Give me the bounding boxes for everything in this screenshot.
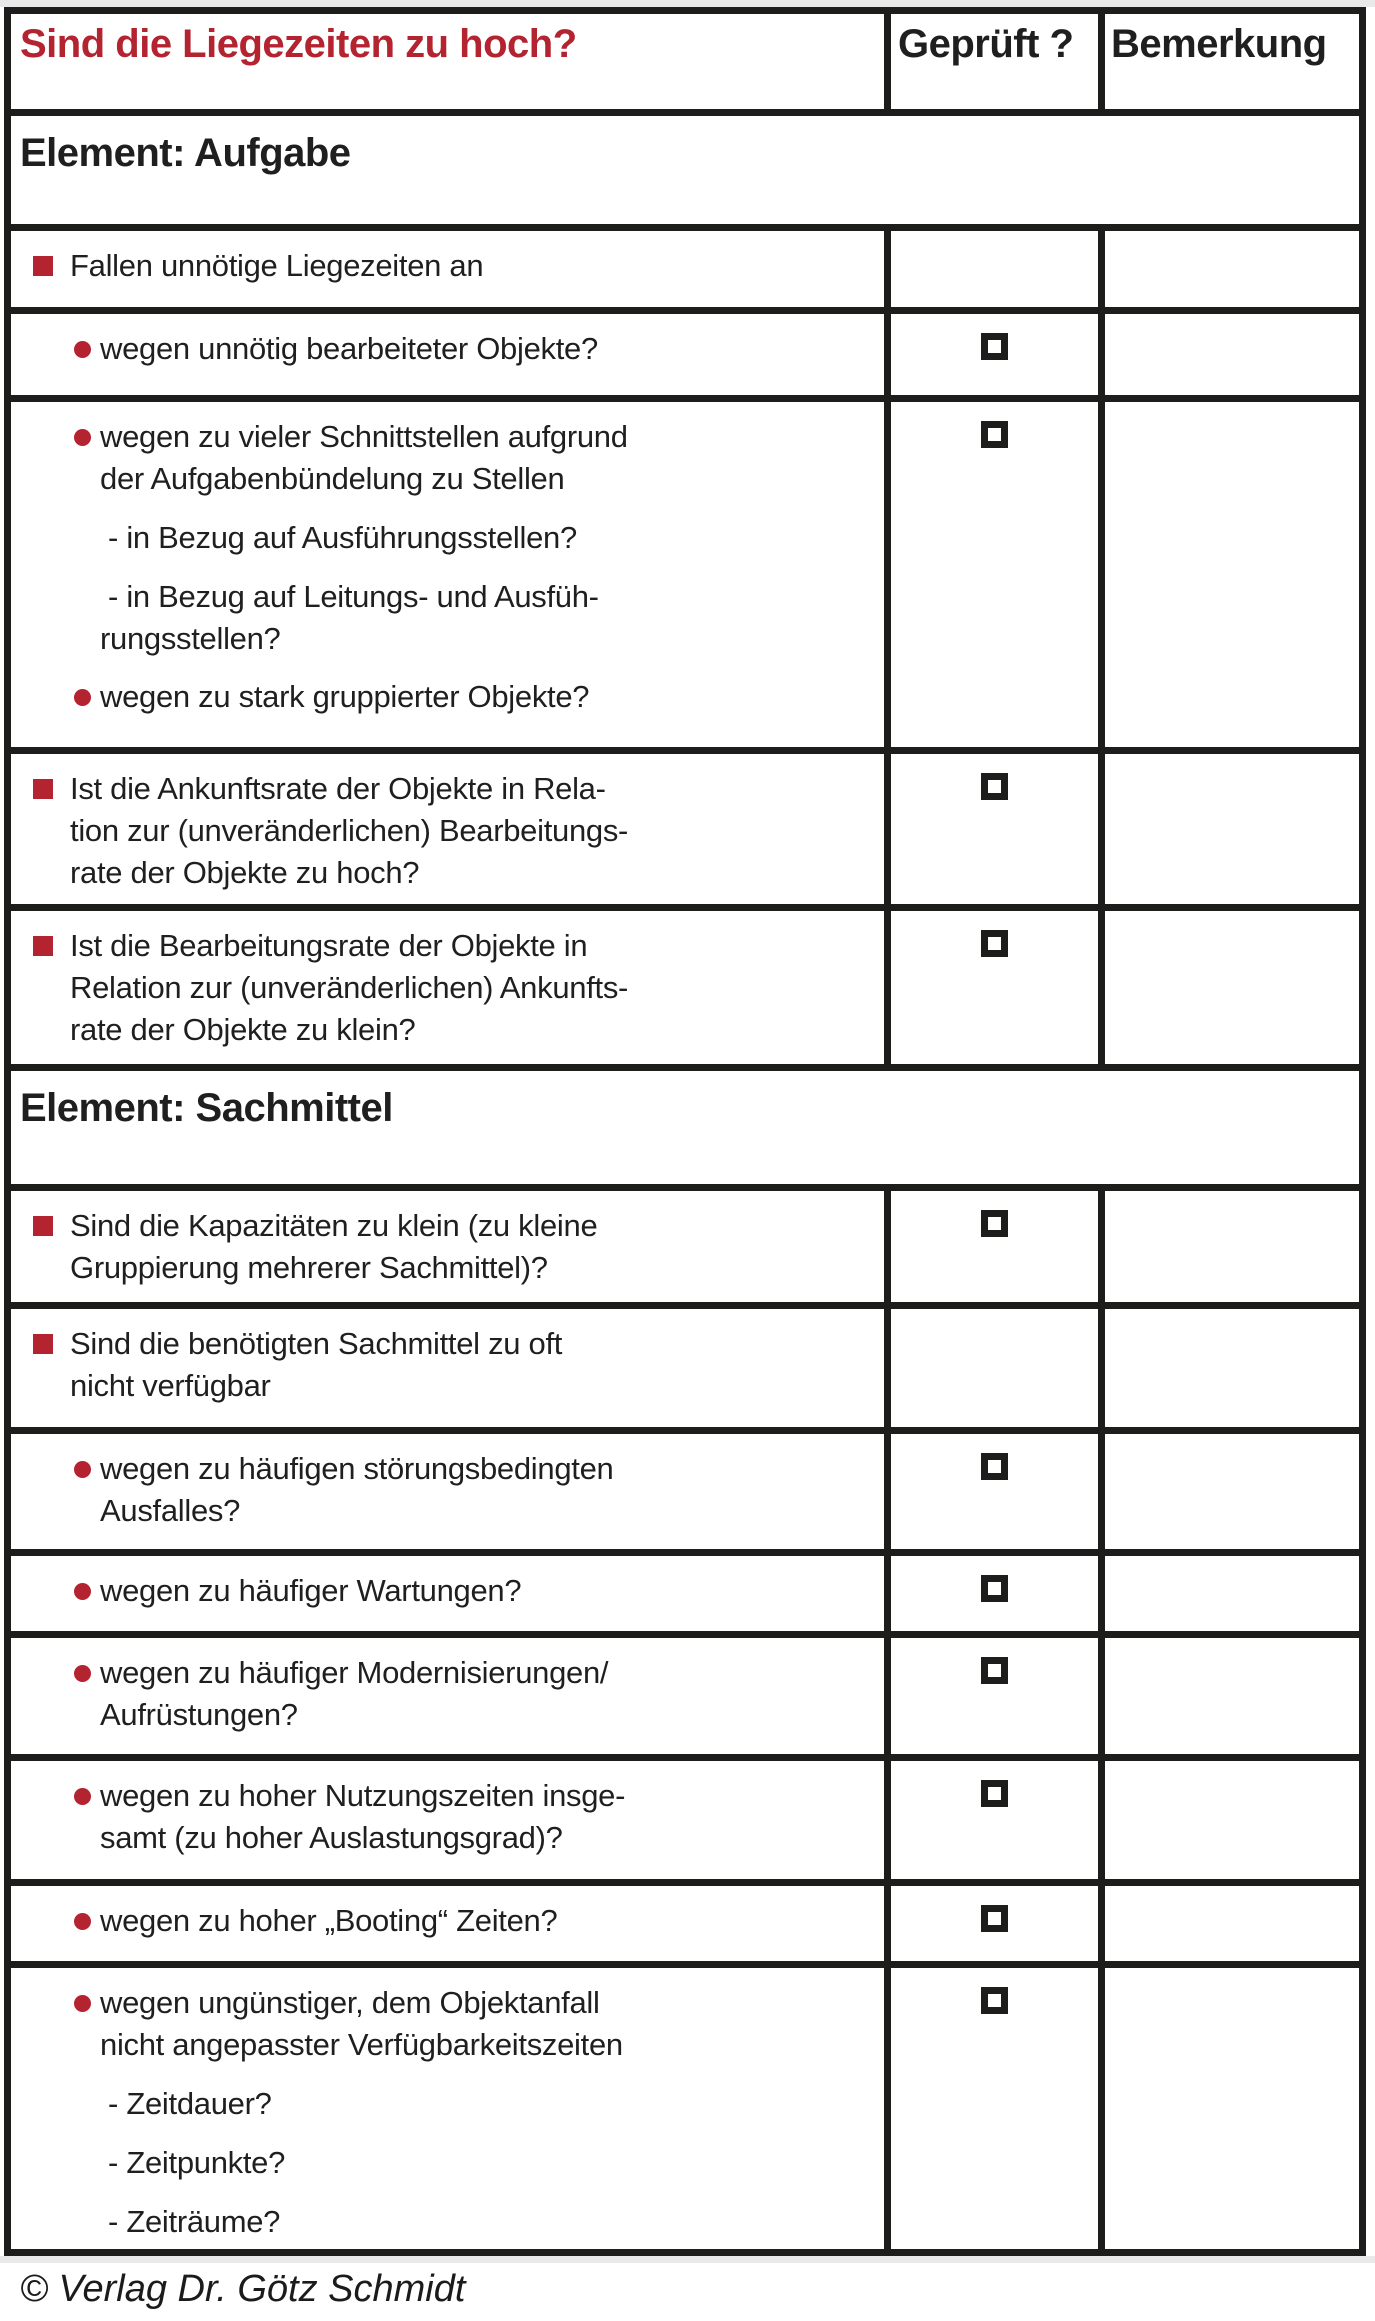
line-text: Ist die Bearbeitungsrate der Objekte in (70, 928, 588, 963)
circle-bullet-icon (74, 1461, 91, 1478)
square-bullet-icon (33, 1216, 53, 1236)
bemerkung-cell (1098, 231, 1359, 307)
question-cell (11, 754, 884, 904)
geprueft-cell (884, 1968, 1098, 2249)
line-text: - in Bezug auf Leitungs- und Ausfüh- (108, 579, 599, 614)
checklist-line (11, 2201, 878, 2243)
circle-bullet-icon (74, 1583, 91, 1600)
geprueft-checkbox[interactable] (981, 1210, 1008, 1237)
geprueft-cell (884, 1761, 1098, 1879)
table-row (11, 314, 1359, 402)
section-title: Element: Aufgabe (20, 131, 351, 175)
line-text: rate der Objekte zu hoch? (70, 855, 420, 890)
line-text: Ausfalles? (100, 1493, 241, 1528)
page-top-edge (0, 0, 1375, 7)
question-cell (11, 1886, 884, 1961)
geprueft-cell (884, 402, 1098, 747)
circle-bullet-icon (74, 429, 91, 446)
bemerkung-cell (1098, 1886, 1359, 1961)
question-cell (11, 911, 884, 1064)
header-row (11, 14, 1359, 116)
line-text: - in Bezug auf Ausführungsstellen? (108, 520, 577, 555)
section-title: Element: Sachmittel (20, 1086, 393, 1130)
section-row (11, 116, 1359, 231)
checklist-line (11, 1570, 878, 1612)
geprueft-cell (884, 1638, 1098, 1754)
line-text: wegen zu häufiger Wartungen? (100, 1573, 522, 1608)
question-cell (11, 1434, 884, 1549)
geprueft-checkbox[interactable] (981, 773, 1008, 800)
checklist-line (11, 676, 878, 718)
checklist-line (11, 1817, 878, 1859)
bemerkung-cell (1098, 1968, 1359, 2249)
bemerkung-cell (1098, 1638, 1359, 1754)
line-text: wegen zu häufigen störungsbedingten (100, 1451, 614, 1486)
line-text: Gruppierung mehrerer Sachmittel)? (70, 1250, 548, 1285)
checklist-line (11, 1448, 878, 1490)
checklist-line (11, 1247, 878, 1289)
checklist-line (11, 1009, 878, 1051)
table-row (11, 231, 1359, 314)
line-text: Relation zur (unveränderlichen) Ankunfts- (70, 970, 629, 1005)
line-text: nicht angepasster Verfügbarkeitszeiten (100, 2027, 623, 2062)
circle-bullet-icon (74, 1913, 91, 1930)
checklist-line (11, 1323, 878, 1365)
geprueft-checkbox[interactable] (981, 930, 1008, 957)
checklist-line (11, 1694, 878, 1736)
bemerkung-cell (1098, 314, 1359, 395)
line-text: - Zeiträume? (108, 2204, 281, 2239)
bemerkung-cell (1098, 1434, 1359, 1549)
line-text: rate der Objekte zu klein? (70, 1012, 416, 1047)
question-cell (11, 314, 884, 395)
question-cell (11, 1638, 884, 1754)
geprueft-checkbox[interactable] (981, 1905, 1008, 1932)
table-row (11, 1761, 1359, 1886)
question-cell (11, 1191, 884, 1302)
checklist-line (11, 416, 878, 458)
circle-bullet-icon (74, 1995, 91, 2012)
geprueft-checkbox[interactable] (981, 333, 1008, 360)
circle-bullet-icon (74, 689, 91, 706)
checklist-line (11, 925, 878, 967)
table-row (11, 754, 1359, 911)
checklist-line (11, 1490, 878, 1532)
geprueft-cell (884, 1309, 1098, 1427)
question-cell (11, 231, 884, 307)
checklist-line (11, 1205, 878, 1247)
line-text: - Zeitdauer? (108, 2086, 272, 2121)
checklist-line (11, 458, 878, 500)
checklist-line (11, 2142, 878, 2184)
table-row (11, 1191, 1359, 1309)
bemerkung-cell (1098, 1309, 1359, 1427)
square-bullet-icon (33, 779, 53, 799)
table-row (11, 1638, 1359, 1761)
line-text: der Aufgabenbündelung zu Stellen (100, 461, 565, 496)
line-text: wegen unnötig bearbeiteter Objekte? (100, 331, 598, 366)
line-text: tion zur (unveränderlichen) Bearbeitungs- (70, 813, 629, 848)
line-text: Sind die benötigten Sachmittel zu oft (70, 1326, 563, 1361)
geprueft-cell (884, 1556, 1098, 1631)
checklist-line (11, 1652, 878, 1694)
line-text: - Zeitpunkte? (108, 2145, 286, 2180)
bemerkung-cell (1098, 754, 1359, 904)
geprueft-checkbox[interactable] (981, 1780, 1008, 1807)
line-text: wegen zu hoher „Booting“ Zeiten? (100, 1903, 558, 1938)
line-text: rungsstellen? (100, 621, 281, 656)
checklist-line (11, 1775, 878, 1817)
line-text: wegen ungünstiger, dem Objektanfall (100, 1985, 600, 2020)
table-row (11, 1434, 1359, 1556)
geprueft-cell (884, 754, 1098, 904)
checklist-line (11, 2024, 878, 2066)
table-row (11, 1309, 1359, 1434)
geprueft-cell (884, 911, 1098, 1064)
checklist-line (11, 1900, 878, 1942)
table-row (11, 911, 1359, 1071)
checklist-line (11, 1365, 878, 1407)
line-text: wegen zu hoher Nutzungszeiten insge- (100, 1778, 626, 1813)
question-cell (11, 1309, 884, 1427)
page-bottom-edge (0, 2256, 1375, 2263)
geprueft-cell (884, 314, 1098, 395)
checklist-line (11, 245, 878, 287)
table-row (11, 1886, 1359, 1968)
question-cell (11, 1761, 884, 1879)
bemerkung-cell (1098, 1556, 1359, 1631)
section-row (11, 1071, 1359, 1191)
line-text: samt (zu hoher Auslastungsgrad)? (100, 1820, 563, 1855)
line-text: Fallen unnötige Liegezeiten an (70, 248, 484, 283)
geprueft-cell (884, 1886, 1098, 1961)
geprueft-checkbox[interactable] (981, 1575, 1008, 1602)
geprueft-cell (884, 1434, 1098, 1549)
line-text: Sind die Kapazitäten zu klein (zu kleine (70, 1208, 598, 1243)
square-bullet-icon (33, 256, 53, 276)
table-row (11, 402, 1359, 754)
geprueft-checkbox[interactable] (981, 1657, 1008, 1684)
line-text: Ist die Ankunftsrate der Objekte in Rela- (70, 771, 606, 806)
checklist-line (11, 967, 878, 1009)
question-cell (11, 1968, 884, 2249)
table-row (11, 1968, 1359, 2249)
checklist-table (4, 7, 1366, 2256)
checklist-line (11, 2083, 878, 2125)
column-header-geprueft: Geprüft ? (884, 14, 1098, 109)
circle-bullet-icon (74, 1788, 91, 1805)
circle-bullet-icon (74, 1665, 91, 1682)
checklist-line (11, 810, 878, 852)
column-header-bemerkung: Bemerkung (1098, 14, 1359, 109)
bemerkung-cell (1098, 911, 1359, 1064)
checklist-line (11, 576, 878, 618)
geprueft-cell (884, 1191, 1098, 1302)
geprueft-checkbox[interactable] (981, 1987, 1008, 2014)
line-text: Aufrüstungen? (100, 1697, 298, 1732)
line-text: nicht verfügbar (70, 1368, 271, 1403)
checklist-line (11, 517, 878, 559)
geprueft-cell (884, 231, 1098, 307)
line-text: wegen zu stark gruppierter Objekte? (100, 679, 590, 714)
square-bullet-icon (33, 1334, 53, 1354)
bemerkung-cell (1098, 1191, 1359, 1302)
copyright-footer: © Verlag Dr. Götz Schmidt (20, 2268, 466, 2310)
line-text: wegen zu häufiger Modernisierungen/ (100, 1655, 609, 1690)
page-title: Sind die Liegezeiten zu hoch? (20, 22, 577, 66)
geprueft-checkbox[interactable] (981, 421, 1008, 448)
geprueft-checkbox[interactable] (981, 1453, 1008, 1480)
checklist-line (11, 618, 878, 660)
checklist-line (11, 328, 878, 370)
table-row (11, 1556, 1359, 1638)
square-bullet-icon (33, 936, 53, 956)
question-cell (11, 402, 884, 747)
checklist-line (11, 1982, 878, 2024)
bemerkung-cell (1098, 1761, 1359, 1879)
bemerkung-cell (1098, 402, 1359, 747)
line-text: wegen zu vieler Schnittstellen aufgrund (100, 419, 628, 454)
question-cell (11, 1556, 884, 1631)
circle-bullet-icon (74, 341, 91, 358)
checklist-line (11, 852, 878, 894)
checklist-line (11, 768, 878, 810)
